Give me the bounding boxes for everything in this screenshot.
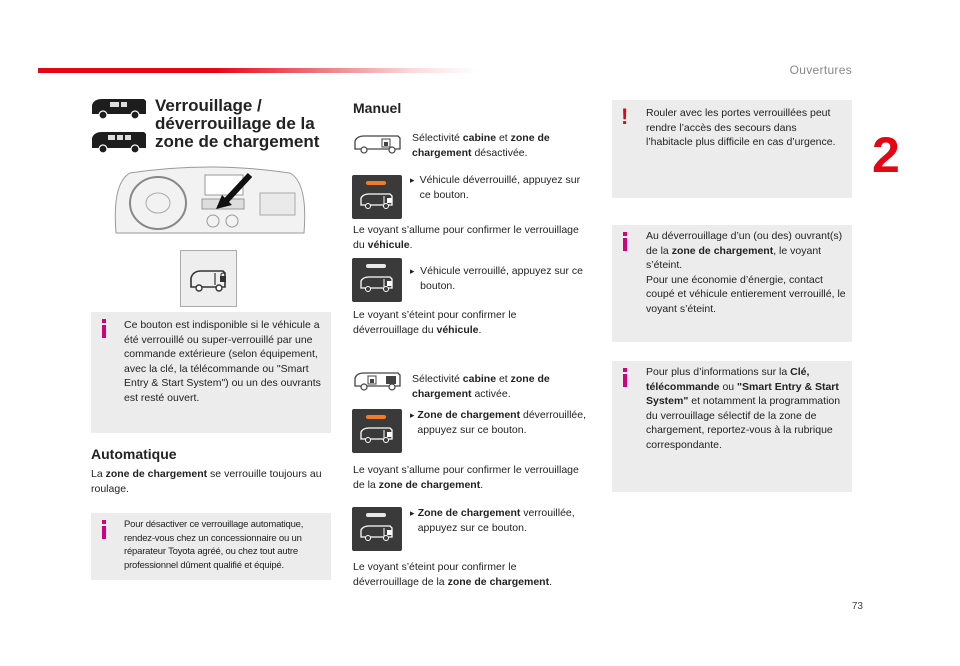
automatic-heading: Automatique: [91, 446, 177, 462]
info-text-unavailable: Ce bouton est indisponible si le véhicule a été verrouillé ou super-verrouillé par une commande extérieure (selon équipement, avec la clé, la télécommande ou "Smart Entry & Start System") ou un des ouvrants est resté ouvert.: [124, 319, 321, 404]
step-4-text: Zone de chargement verrouillée, appuyez sur ce bouton.: [417, 507, 575, 534]
van-icon: [88, 96, 150, 120]
led-indicator-off: [366, 513, 386, 517]
led-indicator-off: [366, 264, 386, 268]
warning-text: Rouler avec les portes verrouillées peut rendre l’accès des secours dans l’habitacle plus difficile en cas d’urgence.: [646, 107, 836, 148]
automatic-text: La zone de chargement se verrouille toujours au roulage.: [91, 468, 322, 495]
lock-button-led-on: [352, 409, 402, 453]
title-line-1: Verrouillage /: [155, 96, 262, 115]
van-selectivity-off-icon: [352, 133, 404, 155]
info-text-more: Pour plus d’informations sur la Clé, télécommande ou "Smart Entry & Start System" et notamment la programmation du verrouillage sélectif de la zone de chargement, reportez-vous à la rubrique correspondante.: [646, 366, 841, 451]
header-red-bar: [38, 68, 478, 73]
result-4: Le voyant s’éteint pour confirmer le déverrouillage de la zone de chargement.: [353, 561, 553, 588]
info-box-automatic: [91, 513, 331, 580]
lock-button-led-off: [352, 507, 402, 551]
van-lock-icon: [358, 425, 396, 445]
lock-button-led-off: [352, 258, 402, 302]
step-4: [410, 506, 590, 535]
info-box-unavailable: [91, 312, 331, 433]
result-2: Le voyant s’éteint pour confirmer le déverrouillage du véhicule.: [353, 309, 517, 336]
info-box-led: [612, 225, 852, 342]
bullet-arrow-icon: ▸: [410, 175, 415, 185]
warning-exclamation-icon: !: [621, 104, 629, 129]
info-text-led: Au déverrouillage d’un (ou des) ouvrant(s) de la zone de chargement, le voyant s’éteint. Pour une économie d’énergie, contact coupé et véhicule entierement verrouillé, le voyant s’éteint.: [646, 230, 846, 315]
step-1-text: Véhicule déverrouillé, appuyez sur ce bouton.: [419, 174, 581, 201]
lock-button-illustration: [180, 250, 237, 307]
selectivity-on-text: Sélectivité cabine et zone de chargement activée.: [412, 373, 550, 400]
info-icon: [623, 368, 627, 387]
section-label: Ouvertures: [789, 63, 852, 77]
van-lock-icon: [358, 191, 396, 211]
step-3-text: Zone de chargement déverrouillée, appuyez sur ce bouton.: [417, 409, 587, 436]
step-2: [410, 264, 590, 293]
step-3: [410, 408, 590, 437]
selectivity-off-text: Sélectivité cabine et zone de chargement désactivée.: [412, 132, 550, 159]
van-lock-icon: [181, 251, 236, 306]
info-icon: [102, 319, 106, 338]
result-3: Le voyant s’allume pour confirmer le verrouillage de la zone de chargement.: [353, 464, 579, 491]
bullet-arrow-icon: ▸: [410, 410, 415, 420]
van-selectivity-on-icon: [352, 370, 404, 392]
automatic-bold: zone de chargement: [105, 468, 208, 480]
step-2-text: Véhicule verrouillé, appuyez sur ce bouton.: [420, 265, 583, 292]
led-indicator-on: [366, 415, 386, 419]
page-title: [155, 97, 340, 151]
bullet-arrow-icon: ▸: [410, 508, 415, 518]
manual-heading: Manuel: [353, 100, 402, 116]
step-1: [410, 173, 590, 202]
result-1: Le voyant s’allume pour confirmer le verrouillage du véhicule.: [353, 224, 579, 251]
bullet-arrow-icon: ▸: [410, 266, 415, 276]
van-icon-long: [88, 128, 150, 154]
warning-box: [612, 100, 852, 198]
lock-button-led-on: [352, 175, 402, 219]
info-text-automatic: Pour désactiver ce verrouillage automatique, rendez-vous chez un concessionnaire ou un réparateur Toyota agréé, ou chez tout autre professionnel dûment qualifié et équipé.: [124, 519, 304, 571]
van-lock-icon: [358, 274, 396, 294]
info-icon: [623, 232, 627, 251]
dashboard-illustration: [110, 163, 310, 241]
title-line-3: zone de chargement: [155, 132, 320, 151]
title-line-2: déverrouillage de la: [155, 114, 315, 133]
info-box-more: [612, 361, 852, 492]
led-indicator-on: [366, 181, 386, 185]
van-lock-icon: [358, 523, 396, 543]
chapter-number: 2: [872, 127, 900, 183]
page-number: 73: [851, 601, 863, 612]
info-icon: [102, 520, 106, 539]
